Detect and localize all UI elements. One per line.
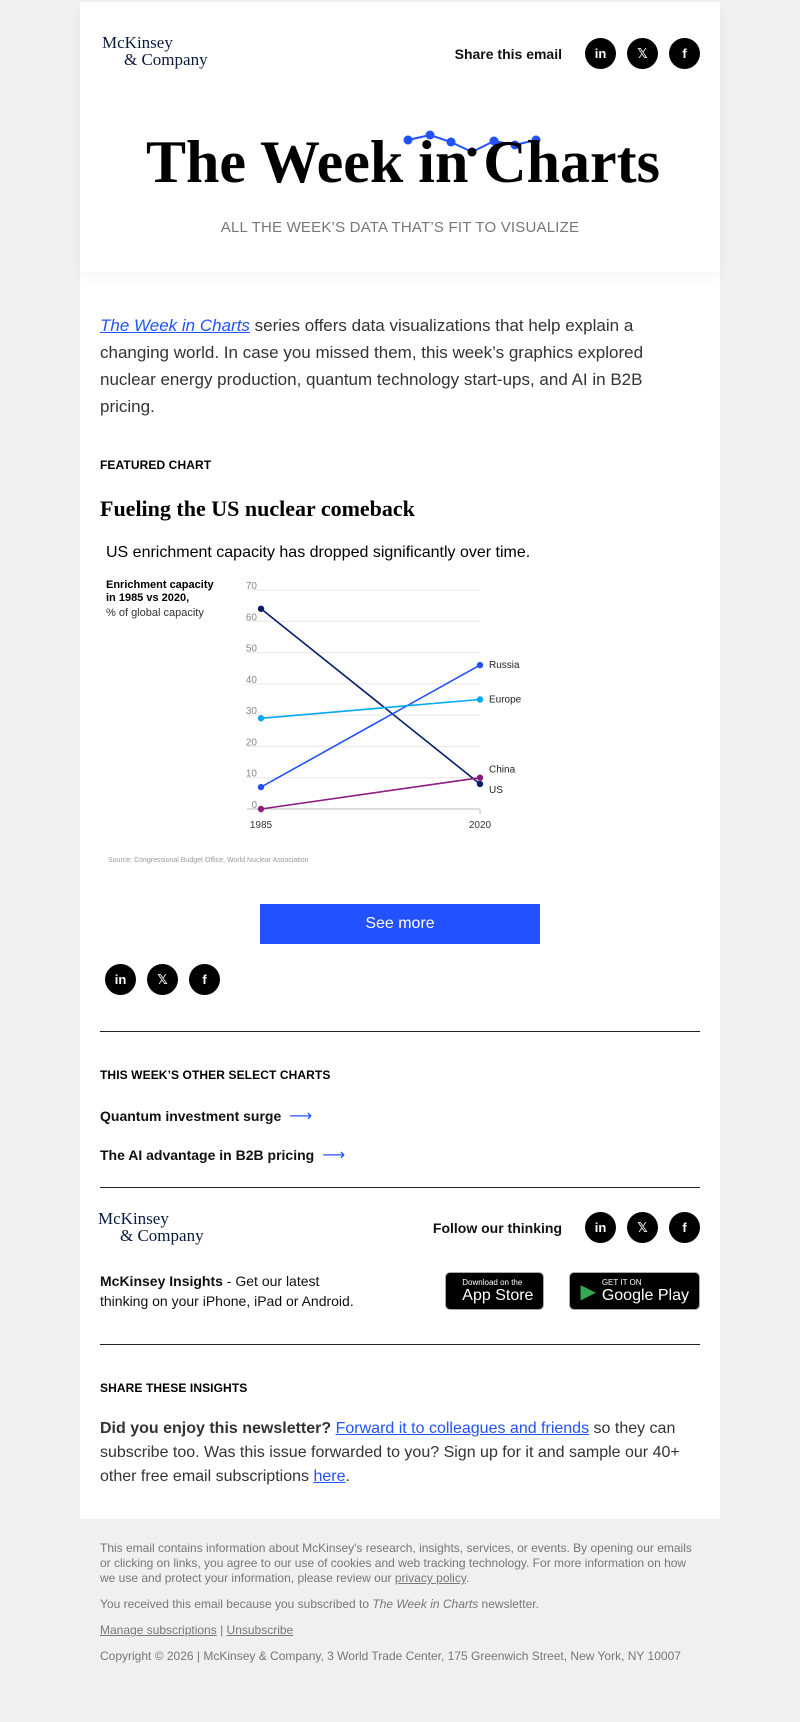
- chart-point: [477, 781, 483, 787]
- divider: [100, 1031, 700, 1032]
- google-play-small: GET IT ON: [601, 1277, 642, 1287]
- chart-title: US enrichment capacity has dropped significantly over time.: [106, 544, 531, 561]
- featured-chart[interactable]: [100, 544, 700, 904]
- other-chart-label: Quantum investment surge: [100, 1108, 282, 1124]
- facebook-icon[interactable]: f: [669, 38, 700, 69]
- other-chart-link[interactable]: [100, 1106, 700, 1126]
- featured-eyebrow: FEATURED CHART: [100, 458, 212, 472]
- chart-y-tick: 10: [245, 768, 257, 780]
- sub-note-italic: The Week in Charts: [372, 1597, 479, 1611]
- enjoy-bold: Did you enjoy this newsletter?: [100, 1420, 332, 1437]
- other-chart-label: The AI advantage in B2B pricing: [100, 1147, 315, 1163]
- email-header: [80, 2, 720, 272]
- sub-note-end: newsletter.: [478, 1597, 539, 1611]
- featured-headline[interactable]: Fueling the US nuclear comeback: [100, 496, 415, 521]
- follow-label: Follow our thinking: [432, 1219, 562, 1236]
- week-in-charts-link[interactable]: The Week in Charts: [100, 316, 250, 335]
- app-store-big: App Store: [462, 1286, 534, 1304]
- logo-line-2: & Company: [124, 50, 208, 69]
- legal-text-end: .: [465, 1571, 470, 1585]
- email-body: [80, 272, 720, 1519]
- facebook-icon[interactable]: f: [189, 964, 220, 995]
- app-store-small: Download on the: [462, 1277, 523, 1287]
- chart-series-label: Russia: [489, 660, 520, 672]
- other-charts-eyebrow: THIS WEEK’S OTHER SELECT CHARTS: [100, 1068, 331, 1082]
- other-chart-link[interactable]: [100, 1145, 700, 1165]
- chart-point: [258, 806, 264, 812]
- chart-y-tick: 50: [245, 643, 257, 655]
- share-row: [455, 38, 700, 69]
- chart-point: [477, 775, 483, 781]
- intro-paragraph: [100, 272, 700, 420]
- app-promo: [100, 1258, 700, 1324]
- chart-y-tick: 60: [245, 612, 257, 624]
- follow-row: [433, 1212, 700, 1243]
- newsletter-title: The Week in Charts: [146, 129, 660, 195]
- store-badges: [445, 1272, 700, 1310]
- mckinsey-logo[interactable]: [98, 1210, 204, 1244]
- tagline: ALL THE WEEK’S DATA THAT’S FIT TO VISUALIZE: [220, 219, 580, 236]
- chart-y-tick: 40: [245, 674, 257, 686]
- linkedin-icon[interactable]: in: [105, 964, 136, 995]
- chart-y-tick: 20: [245, 737, 257, 749]
- linkedin-icon[interactable]: in: [585, 1212, 616, 1243]
- enjoy-text: so they can subscribe too. Was this issue forwarded to you? Sign up for it and sample our 40+ other free email subscriptions: [100, 1420, 680, 1485]
- footer-brand-row: [100, 1188, 700, 1258]
- copyright: Copyright © 2026 | McKinsey & Company, 3 World Trade Center, 175 Greenwich Street, New York, NY 10007: [100, 1649, 681, 1663]
- chart-svg: [100, 572, 700, 892]
- chart-source: Source: Congressional Budget Office; World Nuclear Association: [108, 857, 309, 864]
- chart-ylabel-bold: [106, 579, 217, 604]
- logo-line-1: McKinsey: [98, 1209, 169, 1228]
- chart-point: [258, 606, 264, 612]
- insights-text: [100, 1271, 360, 1311]
- title-graphic: [108, 120, 698, 200]
- chart-ylabel-line1: Enrichment capacity: [106, 579, 214, 591]
- x-icon[interactable]: 𝕏: [627, 1212, 658, 1243]
- subscription-note: [100, 1597, 700, 1612]
- featured-social-row: [100, 964, 700, 995]
- chart-point: [258, 715, 264, 721]
- google-play-big: Google Play: [601, 1286, 689, 1304]
- here-link[interactable]: here: [313, 1468, 346, 1485]
- divider: [100, 1344, 700, 1345]
- unsubscribe-link[interactable]: Unsubscribe: [226, 1623, 294, 1637]
- privacy-policy-link[interactable]: privacy policy: [394, 1571, 466, 1585]
- intro-text: series offers data visualizations that help explain a changing world. In case you missed them, this week’s graphics explored nuclear energy production, quantum technology start-ups, and AI in B2B pricing.: [100, 316, 644, 416]
- play-icon: ▶: [580, 1280, 596, 1303]
- legal-footer: [80, 1519, 720, 1705]
- see-more-button[interactable]: See more: [260, 904, 540, 944]
- enjoy-paragraph: [100, 1417, 700, 1519]
- insights-desc: - Get our latest thinking on your iPhone, iPad or Android.: [100, 1273, 354, 1309]
- chart-x-tick: 1985: [249, 820, 273, 831]
- app-store-badge[interactable]: [445, 1272, 544, 1310]
- chart-y-tick: 0: [251, 800, 257, 811]
- share-insights-eyebrow: SHARE THESE INSIGHTS: [100, 1381, 248, 1395]
- enjoy-end: .: [345, 1468, 350, 1485]
- chart-series-label: China: [489, 764, 516, 776]
- insights-bold: McKinsey Insights: [100, 1273, 223, 1289]
- link-separator: |: [216, 1623, 227, 1637]
- legal-text: This email contains information about McKinsey's research, insights, services, or events. By opening our emails or clicking on links, you agree to our use of cookies and web tracking technology. For more information on how we use and protect your information, please review our: [100, 1541, 692, 1585]
- logo-line-2: & Company: [120, 1226, 204, 1245]
- chart-series-label: Europe: [489, 694, 522, 706]
- chart-series-line: [261, 609, 480, 784]
- x-icon[interactable]: 𝕏: [627, 38, 658, 69]
- mckinsey-logo[interactable]: [102, 34, 208, 68]
- manage-subscriptions-link[interactable]: Manage subscriptions: [100, 1623, 217, 1637]
- chart-point: [477, 662, 483, 668]
- legal-disclaimer: [100, 1541, 700, 1586]
- google-play-badge[interactable]: [569, 1272, 700, 1310]
- chart-ylabel: % of global capacity: [106, 607, 204, 619]
- sub-note-start: You received this email because you subscribed to: [100, 1597, 373, 1611]
- forward-link[interactable]: Forward it to colleagues and friends: [335, 1420, 590, 1437]
- chart-y-tick: 30: [245, 706, 257, 718]
- chart-series-label: US: [489, 784, 503, 796]
- share-label: Share this email: [454, 45, 562, 62]
- arrow-right-icon: ⟶: [289, 1108, 313, 1125]
- manage-links: [100, 1623, 700, 1638]
- other-charts-list: [100, 1106, 700, 1165]
- x-icon[interactable]: 𝕏: [147, 964, 178, 995]
- chart-x-tick: 2020: [468, 820, 492, 831]
- chart-point: [477, 696, 483, 702]
- logo-line-1: McKinsey: [102, 33, 173, 52]
- linkedin-icon[interactable]: in: [585, 38, 616, 69]
- facebook-icon[interactable]: f: [669, 1212, 700, 1243]
- chart-series-line: [261, 778, 480, 809]
- arrow-right-icon: ⟶: [322, 1147, 346, 1164]
- chart-y-tick: 70: [245, 581, 257, 592]
- chart-ylabel-line2: in 1985 vs 2020,: [106, 592, 190, 604]
- chart-point: [258, 784, 264, 790]
